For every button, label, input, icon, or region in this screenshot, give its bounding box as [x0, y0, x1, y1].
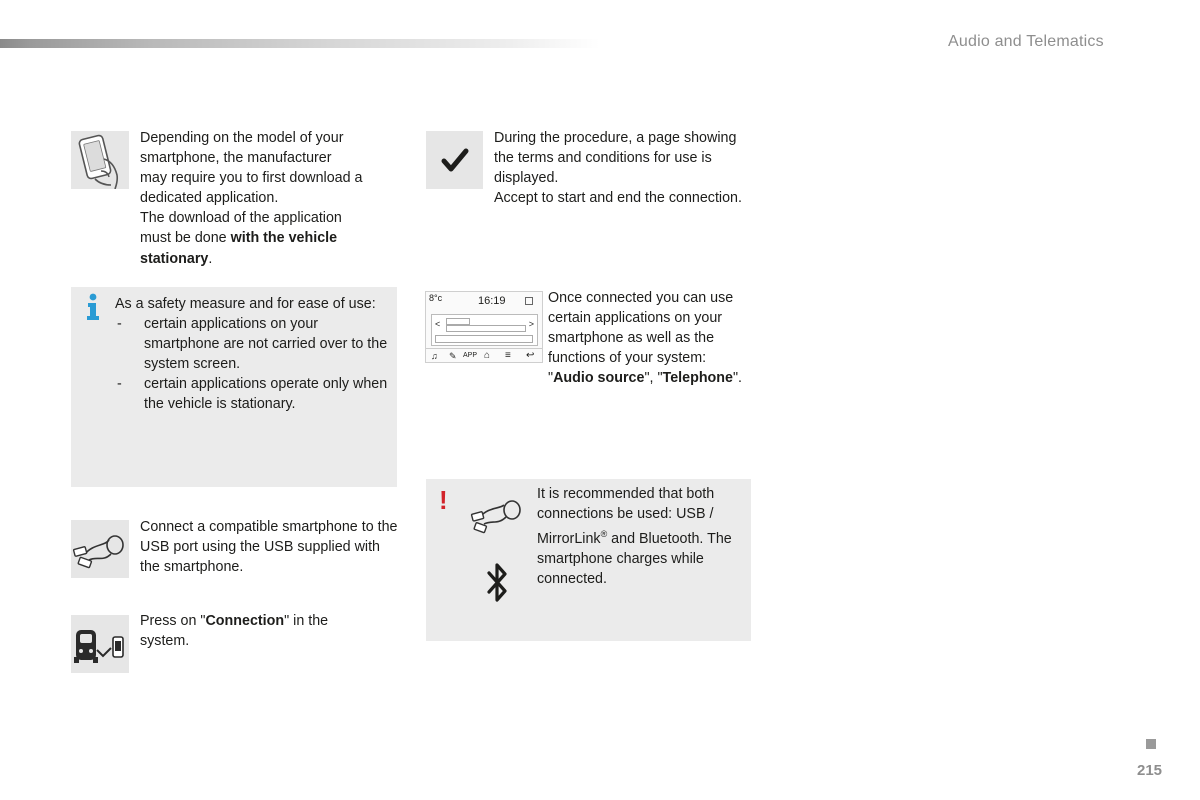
- warning-text-part-2: and Bluetooth. The smartphone charges while connected.: [537, 530, 732, 588]
- smartphone-in-hand-icon: [71, 131, 129, 189]
- checkmark-icon: [426, 131, 483, 189]
- once-connected-text: [548, 288, 744, 388]
- usb-cable-icon: [71, 520, 129, 578]
- download-app-text: [140, 128, 400, 269]
- terms-text: [494, 128, 752, 208]
- car-phone-connection-icon: [71, 615, 129, 673]
- section-title: Audio and Telematics: [948, 33, 1104, 50]
- screen-pen-icon: ✎: [449, 351, 457, 361]
- download-app-tail: .: [208, 250, 213, 267]
- usb-cable-icon: [470, 497, 524, 537]
- terms-text-1: During the procedure, a page showing the terms and conditions for use is displayed.: [494, 130, 737, 187]
- screen-back-icon: ↩: [526, 350, 535, 361]
- screen-list-row: [446, 318, 470, 325]
- registered-mark: ®: [600, 529, 608, 540]
- screen-right-arrow-icon: >: [528, 319, 534, 329]
- info-note-text: [115, 294, 390, 415]
- screen-list-icon: ≡: [505, 350, 511, 361]
- exclamation-icon: !: [439, 485, 448, 515]
- connect-usb-text: Connect a compatible smartphone to the USB port using the USB supplied with the smartphone.: [140, 519, 398, 576]
- press-connection-text: [140, 611, 360, 651]
- smartphone-icon-box: [71, 131, 129, 189]
- checkmark-icon-box: [426, 131, 483, 189]
- screen-list-row: [435, 335, 533, 343]
- once-connected-suffix: ".: [732, 370, 743, 387]
- screen-bottom-bar: [426, 348, 542, 363]
- download-app-line-1: Depending on the model of your: [140, 130, 344, 146]
- info-note-item: - certain applications operate only when the vehicle is stationary.: [115, 374, 390, 414]
- vehicle-stationary-emphasis: with the vehicle stationary: [140, 230, 338, 267]
- download-app-line-4: dedicated application.: [140, 190, 279, 207]
- download-app-line-5: The download of the application: [140, 210, 342, 227]
- info-note-item: - certain applications on your smartphone are not carried over to the system screen.: [115, 314, 390, 374]
- download-app-line-3: may require you to first download a: [140, 170, 363, 187]
- screen-time: 16:19: [478, 295, 506, 307]
- screen-list-row: [446, 325, 526, 332]
- page-marker: [1146, 739, 1156, 749]
- telephone-label: Telephone: [662, 370, 733, 387]
- usb-cable-icon-box: [71, 520, 129, 578]
- terms-text-2: Accept to start and end the connection.: [494, 190, 742, 207]
- connection-icon-box: [71, 615, 129, 673]
- warning-text-part-1: It is recommended that both connections be used: USB / MirrorLink: [537, 486, 715, 547]
- info-note-list: [115, 314, 390, 414]
- screen-home-icon: ⌂: [484, 350, 491, 361]
- connection-label: Connection: [205, 613, 285, 629]
- press-connection-suffix: " in the system.: [140, 613, 329, 650]
- system-screen-thumbnail: [425, 291, 543, 363]
- bluetooth-icon: [485, 560, 511, 606]
- page-number: 215: [1137, 762, 1163, 779]
- screen-music-icon: ♫: [431, 351, 438, 361]
- warning-text: [537, 484, 742, 589]
- once-connected-prefix: Once connected you can use certain applications on your smartphone as well as the functions of your system: ": [548, 290, 734, 387]
- header-gradient-bar: [0, 39, 600, 48]
- info-icon: [84, 293, 102, 321]
- download-app-line-2: smartphone, the manufacturer: [140, 150, 332, 167]
- audio-source-label: Audio source: [553, 370, 645, 387]
- screen-left-arrow-icon: <: [435, 319, 441, 329]
- press-connection-prefix: Press on ": [140, 613, 206, 629]
- once-connected-middle: ", ": [644, 370, 663, 387]
- screen-menu-icon: [525, 297, 533, 305]
- screen-app-label: APP: [463, 352, 478, 359]
- download-app-line-6: must be done: [140, 230, 231, 247]
- screen-content-area: [431, 314, 538, 346]
- screen-temperature: 8°c: [429, 293, 443, 303]
- info-note-intro: As a safety measure and for ease of use:: [115, 296, 376, 312]
